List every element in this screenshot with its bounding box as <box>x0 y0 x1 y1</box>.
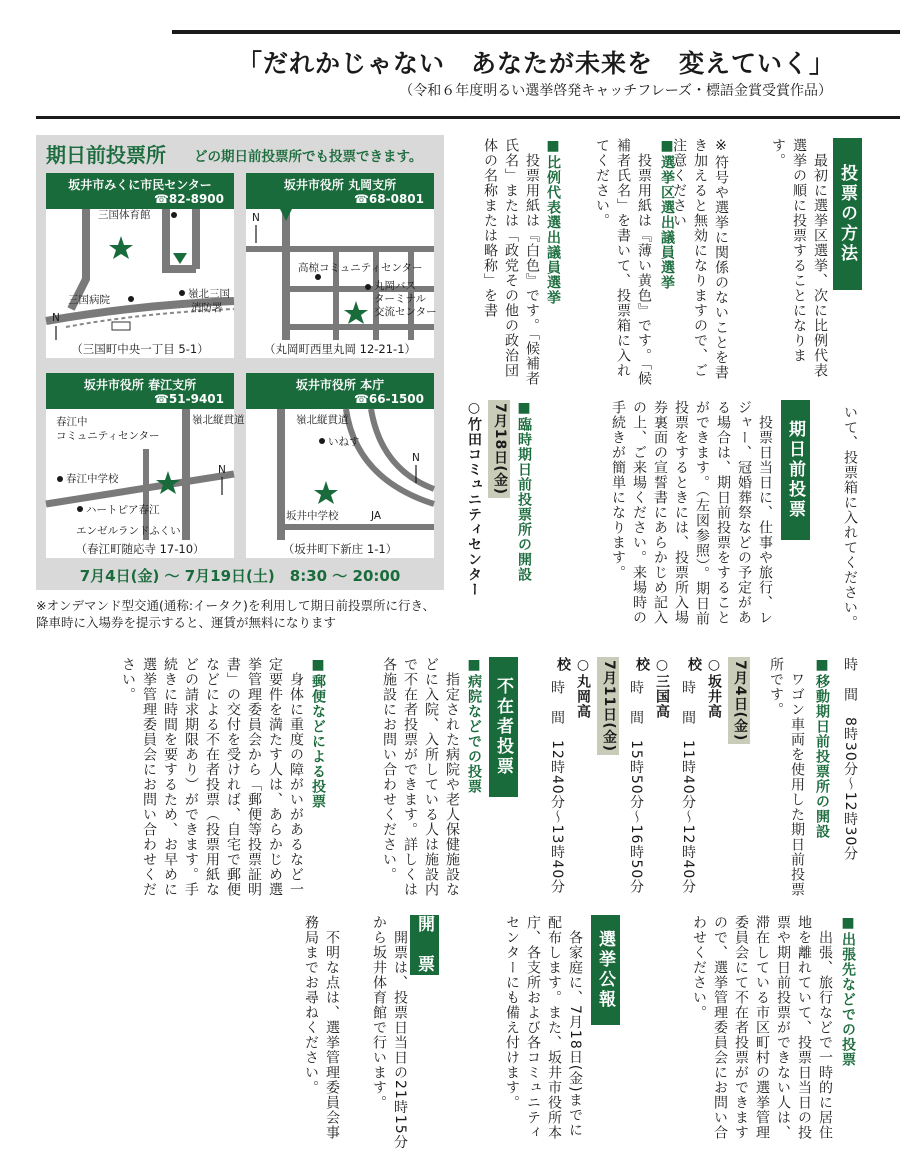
map-header <box>46 373 234 409</box>
map-label: いねす <box>328 436 360 448</box>
phone-number: ☎82-8900 <box>153 192 224 206</box>
voting-method-intro: 最初に選挙区選挙、次に比例代表選挙の順に投票することになります。 <box>770 138 828 378</box>
facility-name: 坂井市役所 本庁 <box>295 378 385 392</box>
map-drawing <box>46 409 245 540</box>
map-label: 三国病院 <box>68 294 110 306</box>
map-label: 嶺北三国 <box>188 288 230 300</box>
travel-voting-text: 出張、旅行などで一時的に居住地を離れていて、投票日当日の投票や期日前投票ができない人は、滞在している市区町村の選挙管理委員会にて不在者投票ができますので、選挙管理委員会にお問い合わせください。 <box>691 915 833 1140</box>
early-voting-box <box>36 135 444 590</box>
phone-number: ☎51-9401 <box>153 392 224 406</box>
mobile-site-time-1: 時 間 11時40分～12時40分 <box>680 680 696 895</box>
map-label: 坂井中学校 <box>286 510 339 522</box>
temporary-site-heading: ■臨時期日前投票所の開設 <box>516 400 532 582</box>
mobile-site-date-1: 7月4日(金) <box>728 657 750 744</box>
map-label: 三国体育館 <box>98 209 151 221</box>
map-label: 高椋コミュニティセンター <box>298 262 423 274</box>
voting-method-caution: ※符号や選挙に関係のないことを書き加えると無効になりますので、ご注意ください <box>671 138 729 380</box>
pr-election-heading: ■比例代表選出議員選挙 <box>545 138 561 305</box>
travel-voting-heading: ■出張先などでの投票 <box>840 915 856 1067</box>
election-bulletin-text: 各家庭に、7月18日(金)までに配布します。また、坂井市役所本庁、各支所および各コミュニティセンターにも備え付けます。 <box>504 915 583 1140</box>
facility-address: （坂井町下新庄 1-1） <box>282 542 398 556</box>
temporary-site-place: ○竹田コミュニティセンター <box>466 400 482 597</box>
early-voting-text: 投票日当日に、仕事や旅行、レジャー、冠婚葬祭などの予定がある場合は、期日前投票をすることができます。（左図参照）。期日前投票をするときには、投票所入場券裏面の宣誓書にあらかじめ記入の上、ご来場ください。来場時の手続きが簡単になります。 <box>610 400 773 626</box>
north-label: N <box>52 312 60 324</box>
absentee-heading: 不在者投票 <box>489 657 518 797</box>
map-label: 交流センター <box>374 306 437 318</box>
map-maruoka <box>246 173 437 358</box>
mobile-site-date-2: 7月11日(金) <box>597 657 619 755</box>
mobile-site-text: ワゴン車両を使用した期日前投票所です。 <box>768 657 805 897</box>
map-label: 丸岡バス <box>374 280 416 292</box>
map-drawing <box>46 209 234 340</box>
catchphrase: 「だれかじゃない あなたが未来を 変えていく」 <box>236 49 835 78</box>
map-label: 春江中 <box>56 416 88 428</box>
map-honcho <box>246 373 434 558</box>
section-rule <box>36 116 900 119</box>
north-label: N <box>218 464 226 476</box>
voting-method-heading: 投票の方法 <box>833 138 862 290</box>
contact-text: 不明な点は、選挙管理委員会事務局までお尋ねください。 <box>303 915 340 1140</box>
district-election-heading: ■選挙区選出議員選挙 <box>659 138 675 290</box>
facility-name: 坂井市みくに市民センター <box>68 178 212 192</box>
map-drawing <box>246 409 434 540</box>
mobile-site-place-1: ○坂井高校 <box>686 657 722 719</box>
temporary-site-date: 7月18日(金) <box>488 400 510 498</box>
phone-number: ☎68-0801 <box>353 192 424 206</box>
map-header <box>46 173 234 209</box>
mail-voting-text: 身体に重度の障がいがあるなど一定要件を満たす人は、あらかじめ選挙管理委員会から「郵便等投票証明書」の交付を受ければ、自宅で郵便などによる不在者投票（投票用紙などの請求期限あり）ができます。手続きに時間を要するため、お早めに選挙管理委員会にお問い合わせください。 <box>120 657 304 897</box>
facility-name: 坂井市役所 春江支所 <box>83 378 197 392</box>
facility-address: （春江町随応寺 17-10） <box>75 542 205 556</box>
map-label: ターミナル <box>374 293 426 305</box>
hospital-voting-text: 指定された病院や老人保健施設などに入院、入所している人は施設内で不在者投票ができます。詳しくは各施設にお問い合わせください。 <box>381 657 460 897</box>
hospital-voting-heading: ■病院などでの投票 <box>466 657 482 794</box>
phone-number: ☎66-1500 <box>353 392 424 406</box>
vote-counting-heading: 開 票 <box>410 915 439 975</box>
facility-address: （三国町中央一丁目 5-1） <box>71 342 209 356</box>
map-label: 嶺北縦貫道 <box>192 414 245 426</box>
map-label: JA <box>371 510 382 522</box>
district-election-text: 投票用紙は『薄い黄色』です。「候補者氏名」を書いて、投票箱に入れてください。 <box>594 138 652 386</box>
catchphrase-credit: （令和６年度明るい選挙啓発キャッチフレーズ・標語金賞受賞作品） <box>399 83 832 99</box>
mobile-site-place-2: ○三国高校 <box>634 657 670 719</box>
map-label: 嶺北縦貫道 <box>296 414 349 426</box>
mobile-site-place-3: ○丸岡高校 <box>555 657 591 719</box>
map-header <box>246 373 434 409</box>
mobile-site-time-2: 時 間 15時50分～16時50分 <box>628 680 644 895</box>
north-label: N <box>412 452 420 464</box>
early-voting-title: 期日前投票所 <box>46 143 166 167</box>
vote-counting-text: 開票は、投票日当日の21時15分から坂井体育館で行います。 <box>371 915 408 1150</box>
mobile-site-time-3: 時 間 12時40分～13時40分 <box>549 680 565 895</box>
facility-name: 坂井市役所 丸岡支所 <box>283 178 397 192</box>
early-voting-heading: 期日前投票 <box>781 400 810 540</box>
mobile-site-heading: ■移動期日前投票所の開設 <box>814 657 830 839</box>
map-label: ハートピア春江 <box>86 504 160 516</box>
map-drawing <box>246 209 437 340</box>
map-label: エンゼルランドふくい <box>76 525 181 537</box>
free-transport-note: ※オンデマンド型交通(通称:イータク)を利用して期日前投票所に行き、降車時に入場券を提示すると、運賃が無料になります <box>36 598 435 630</box>
map-harue <box>46 373 245 558</box>
map-label: コミュニティセンター <box>56 430 160 442</box>
pr-election-text: 投票用紙は『白色』です。「候補者氏名」または「政党その他の政治団体の名称または略称」を書 <box>482 138 540 386</box>
north-label: N <box>252 212 260 224</box>
map-label: 春江中学校 <box>66 473 119 485</box>
election-bulletin-heading: 選挙公報 <box>591 915 620 1025</box>
map-mikuni <box>46 173 234 358</box>
temporary-site-time: 時 間 8時30分～12時30分 <box>842 657 858 862</box>
top-rule <box>172 30 900 34</box>
early-voting-period: 7月4日(金) ～ 7月19日(土) 8:30 ～ 20:00 <box>79 567 401 585</box>
pr-election-text-continued: いて、投票箱に入れてください。 <box>842 405 858 630</box>
mail-voting-heading: ■郵便などによる投票 <box>310 657 326 809</box>
early-voting-note: どの期日前投票所でも投票できます。 <box>194 149 423 165</box>
map-header <box>246 173 434 209</box>
map-label: 消防署 <box>191 302 223 314</box>
facility-address: （丸岡町西里丸岡 12-21-1） <box>263 342 417 356</box>
